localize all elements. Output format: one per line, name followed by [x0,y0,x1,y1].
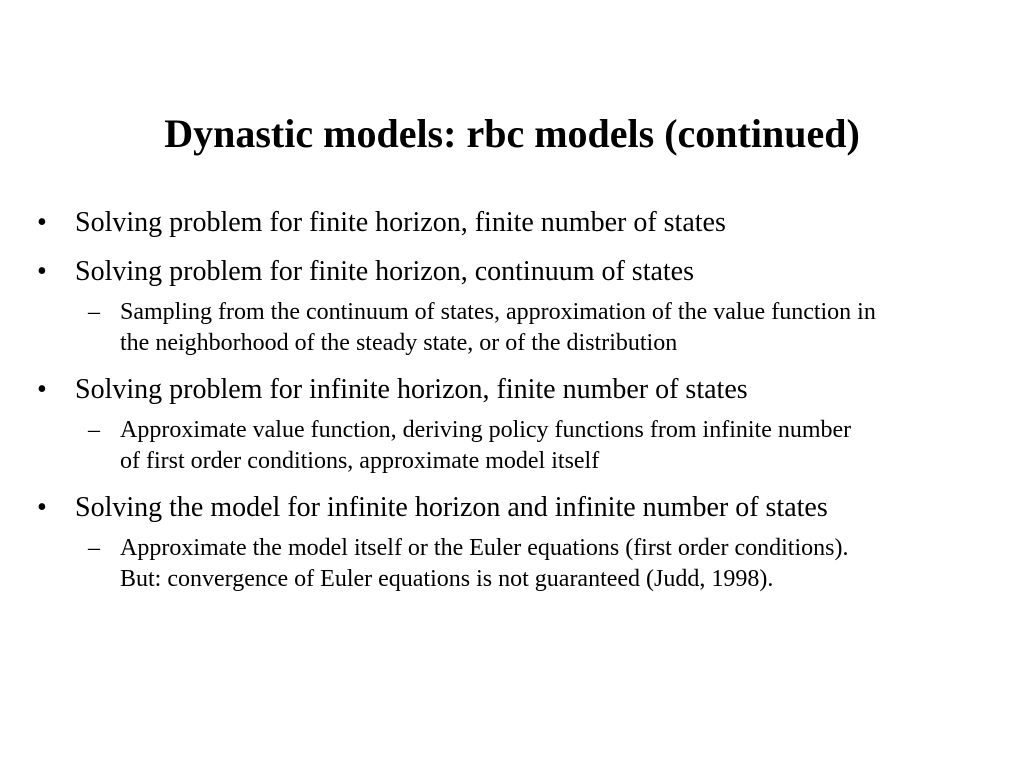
bullet-icon: • [37,207,47,238]
sub-bullet-line: Approximate value function, deriving policy functions from infinite number [120,417,852,443]
bullet-item-1 [0,205,1024,241]
sub-bullet-line: the neighborhood of the steady state, or of the distribution [120,330,678,356]
bullet-icon: • [37,492,47,523]
sub-bullet-item-4 [0,533,1020,595]
sub-bullet-item-3 [0,415,1020,477]
sub-bullet-line: But: convergence of Euler equations is not guaranteed (Judd, 1998). [120,566,774,592]
sub-bullet-line: Approximate the model itself or the Euler equations (first order conditions). [120,535,849,561]
bullet-text: Solving problem for finite horizon, finite number of states [75,207,726,238]
bullet-icon: • [37,374,47,405]
dash-icon: – [88,535,100,561]
slide-title: Dynastic models: rbc models (continued) [164,111,860,156]
bullet-item-2 [0,254,1024,290]
dash-icon: – [88,299,100,325]
dash-icon: – [88,417,100,443]
sub-bullet-item-2 [0,297,1020,359]
bullet-icon: • [37,256,47,287]
bullet-text: Solving the model for infinite horizon and infinite number of states [75,492,828,523]
sub-bullet-line: Sampling from the continuum of states, approximation of the value function in [120,299,876,325]
bullet-text: Solving problem for infinite horizon, finite number of states [75,374,748,405]
sub-bullet-line: of first order conditions, approximate model itself [120,448,600,474]
bullet-list [0,205,1024,595]
bullet-text: Solving problem for finite horizon, continuum of states [75,256,695,287]
bullet-item-3 [0,372,1024,408]
bullet-item-4 [0,490,1024,526]
